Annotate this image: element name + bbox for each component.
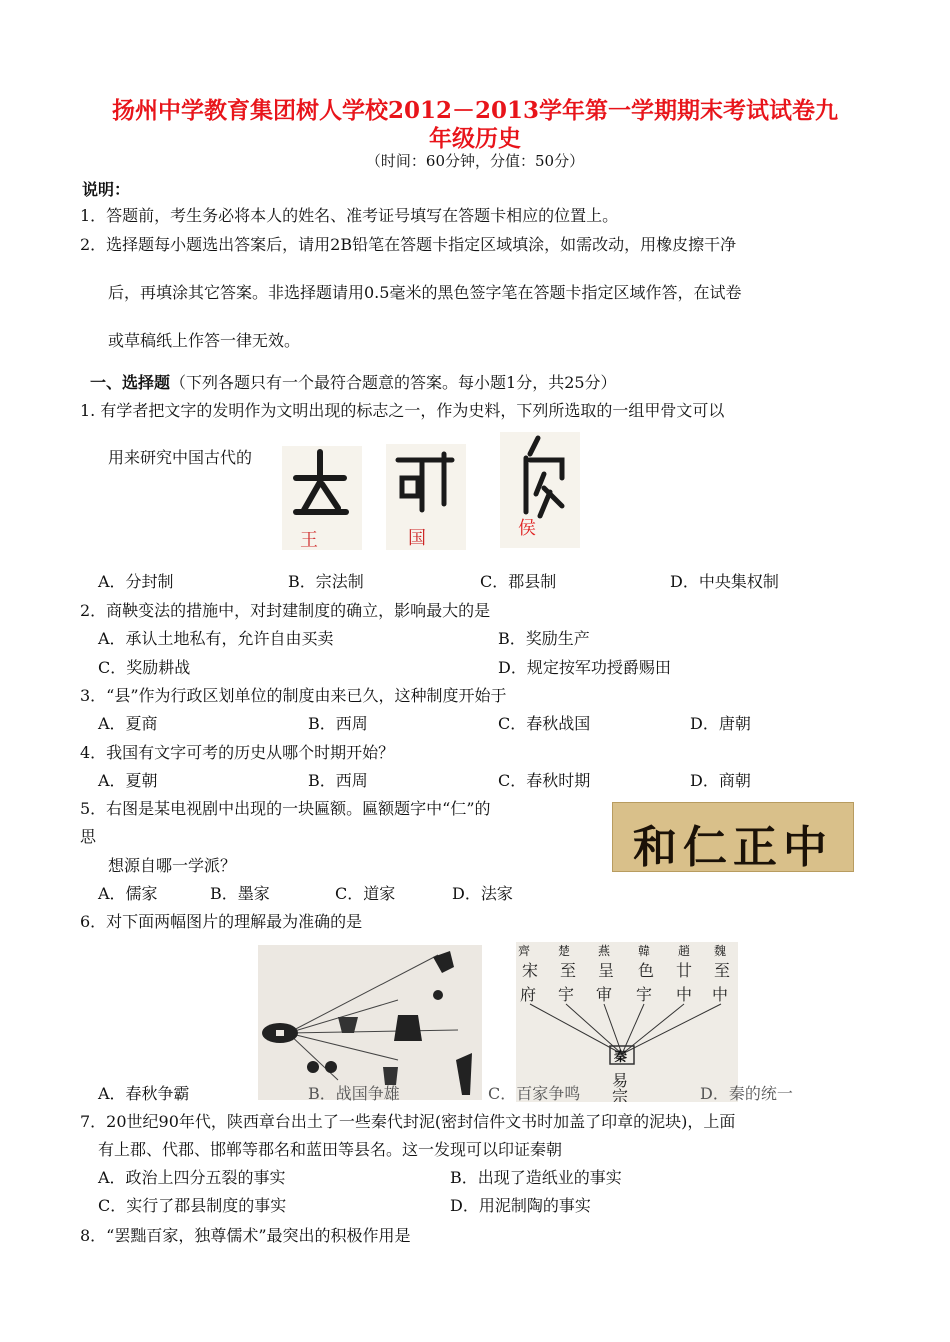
q2-stem: 2．商鞅变法的措施中，对封建制度的确立，影响最大的是 <box>80 601 491 620</box>
oracle-glyph-hou-icon <box>500 432 580 548</box>
q2-option-c: C．奖励耕战 <box>98 658 191 677</box>
glyph-label-wang: 王 <box>300 530 318 551</box>
q5-stem-line3: 想源自哪一学派？ <box>108 856 237 875</box>
oracle-glyph-wang-image <box>282 446 362 550</box>
svg-text:呈: 呈 <box>598 961 615 980</box>
state-label-zhao: 趙 <box>678 944 691 958</box>
q1-stem-line2: 用来研究中国古代的 <box>108 448 253 467</box>
q7-stem-line2: 有上郡、代郡、邯郸等郡名和蓝田等县名。这一发现可以印证秦朝 <box>98 1140 563 1159</box>
q2-option-a: A．承认土地私有，允许自由买卖 <box>98 629 334 648</box>
q6-option-c: C．百家争鸣 <box>488 1084 581 1103</box>
section-1-header <box>90 373 617 393</box>
state-label-qin: 秦 <box>614 1050 628 1065</box>
q5-option-b: B．墨家 <box>210 884 270 903</box>
warring-states-coins-icon <box>258 945 482 1100</box>
q1-stem-line1: 1. 有学者把文字的发明作为文明出现的标志之一，作为史料，下列所选取的一组甲骨文可以 <box>80 401 725 420</box>
q3-option-c: C．春秋战国 <box>498 714 591 733</box>
oracle-glyph-wang-icon <box>282 446 362 550</box>
oracle-glyph-guo-icon <box>386 444 466 550</box>
q4-option-d: D．商朝 <box>690 771 751 790</box>
plaque-image <box>612 802 854 872</box>
q1-option-b: B．宗法制 <box>288 572 364 591</box>
qin-script-unification-diagram-icon <box>516 942 738 1102</box>
svg-text:色: 色 <box>638 961 655 980</box>
glyph-label-guo: 国 <box>408 528 426 549</box>
q6-option-a: A．春秋争霸 <box>98 1084 190 1103</box>
svg-text:廿: 廿 <box>676 961 693 980</box>
exam-title-line2: 年级历史 <box>429 125 521 152</box>
state-label-wei: 魏 <box>714 944 727 958</box>
q4-stem: 4．我国有文字可考的历史从哪个时期开始？ <box>80 743 395 762</box>
svg-text:中: 中 <box>712 985 729 1004</box>
q3-stem: 3．“县”作为行政区划单位的制度由来已久，这种制度开始于 <box>80 686 507 705</box>
svg-text:宇: 宇 <box>636 985 653 1004</box>
q3-option-a: A．夏商 <box>98 714 158 733</box>
q7-option-a: A．政治上四分五裂的事实 <box>98 1168 286 1187</box>
oracle-glyph-hou-image <box>500 432 580 548</box>
svg-text:审: 审 <box>596 985 613 1004</box>
state-label-chu: 楚 <box>558 944 571 958</box>
q7-stem-line1: 7．20世纪90年代，陕西章台出土了一些秦代封泥(密封信件文书时加盖了印章的泥块)，上面 <box>80 1112 736 1131</box>
q1-option-d: D．中央集权制 <box>670 572 779 591</box>
section-1-heading: 一、选择题 <box>90 373 171 392</box>
svg-text:至: 至 <box>560 961 577 980</box>
instruction-item-2-line3: 或草稿纸上作答一律无效。 <box>108 331 301 350</box>
instruction-item-1: 1．答题前，考生务必将本人的姓名、准考证号填写在答题卡相应的位置上。 <box>80 206 619 225</box>
q6-option-d: D．秦的统一 <box>700 1084 793 1103</box>
q5-stem-line2: 思 <box>80 827 97 846</box>
q6-coins-image <box>258 945 482 1100</box>
svg-text:中: 中 <box>676 985 693 1004</box>
section-1-note: （下列各题只有一个最符合题意的答案。每小题1分，共25分） <box>170 373 617 392</box>
exam-title-line1: 扬州中学教育集团树人学校2012－2013学年第一学期期末考试试卷九 <box>111 97 839 124</box>
plaque-text: 和仁正中 <box>633 822 833 873</box>
svg-text:宗: 宗 <box>612 1087 629 1102</box>
q5-stem-line1: 5．右图是某电视剧中出现的一块匾额。匾额题字中“仁”的 <box>80 799 491 818</box>
q5-option-a: A．儒家 <box>98 884 158 903</box>
svg-text:府: 府 <box>520 985 537 1004</box>
q8-stem: 8．“罢黜百家，独尊儒术”最突出的积极作用是 <box>80 1226 411 1245</box>
q4-option-c: C．春秋时期 <box>498 771 591 790</box>
q6-scripts-image <box>516 942 738 1102</box>
svg-text:宋: 宋 <box>522 961 539 980</box>
q7-option-c: C．实行了郡县制度的事实 <box>98 1196 287 1215</box>
state-label-yan: 燕 <box>598 944 611 958</box>
oracle-glyph-guo-image <box>386 444 466 550</box>
state-label-han: 韓 <box>638 944 651 958</box>
q6-stem: 6．对下面两幅图片的理解最为准确的是 <box>80 912 363 931</box>
q5-option-d: D．法家 <box>452 884 513 903</box>
q6-option-b: B．战国争雄 <box>308 1084 400 1103</box>
q2-option-b: B．奖励生产 <box>498 629 590 648</box>
svg-text:至: 至 <box>714 961 731 980</box>
q3-option-d: D．唐朝 <box>690 714 751 733</box>
exam-subtitle: （时间：60分钟，分值：50分） <box>365 152 585 170</box>
instructions-heading: 说明： <box>82 180 131 199</box>
state-label-qi: 齊 <box>518 944 531 958</box>
q3-option-b: B．西周 <box>308 714 368 733</box>
q7-option-b: B．出现了造纸业的事实 <box>450 1168 622 1187</box>
q4-option-b: B．西周 <box>308 771 368 790</box>
q7-option-d: D．用泥制陶的事实 <box>450 1196 591 1215</box>
instruction-item-2-line2: 后，再填涂其它答案。非选择题请用0.5毫米的黑色签字笔在答题卡指定区域作答，在试卷 <box>108 283 742 302</box>
instruction-item-2-line1: 2．选择题每小题选出答案后，请用2B铅笔在答题卡指定区域填涂，如需改动，用橡皮擦干净 <box>80 235 737 254</box>
svg-text:宇: 宇 <box>558 985 575 1004</box>
svg-text:易: 易 <box>612 1071 629 1090</box>
q5-option-c: C．道家 <box>335 884 396 903</box>
q1-option-c: C．郡县制 <box>480 572 557 591</box>
q2-option-d: D．规定按军功授爵赐田 <box>498 658 671 677</box>
q1-option-a: A．分封制 <box>98 572 174 591</box>
glyph-label-hou: 侯 <box>518 518 536 539</box>
q4-option-a: A．夏朝 <box>98 771 158 790</box>
